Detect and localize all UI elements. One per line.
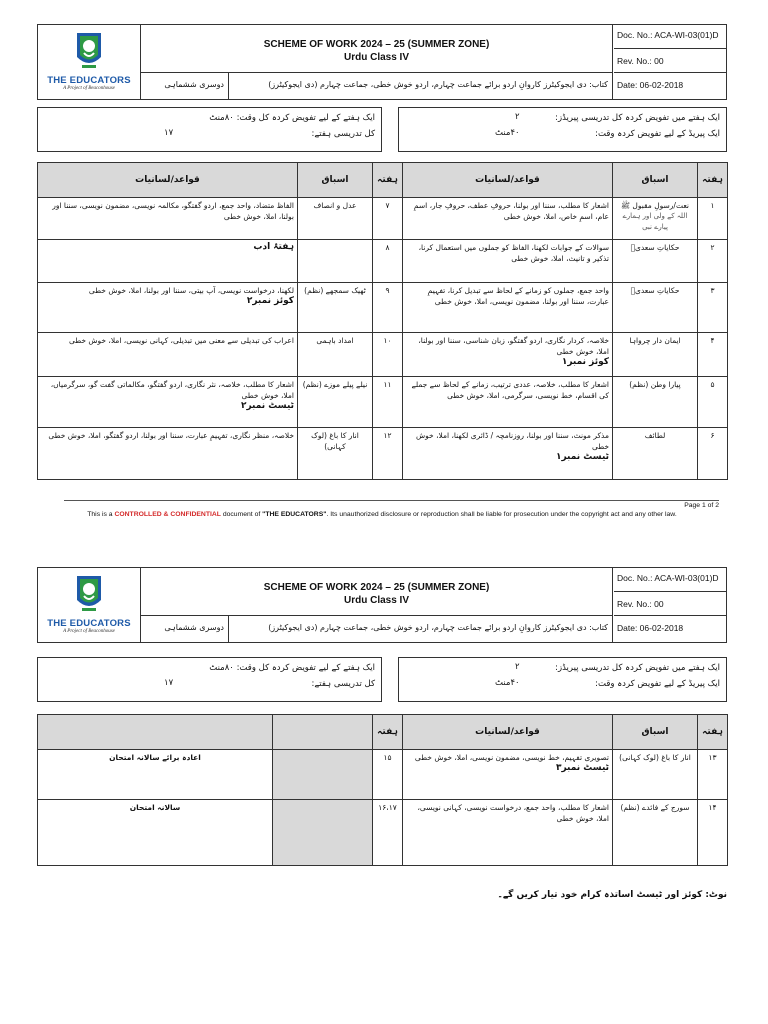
rev-number: Rev. No.: 00 <box>614 592 726 616</box>
grammar-cell: خلاصہ، کردار نگاری، اردو گفتگو، زبان شناسی، سننا اور بولنا، املا، خوش خطی کوئز نمبر۱ <box>403 332 613 376</box>
lesson-cell: نعت/رسولِ مقبول ﷺ اللہ کے ولی اور ہمارے پیارے نبی <box>613 198 698 240</box>
term-cell <box>141 73 229 99</box>
col-week: ہفتہ <box>373 163 403 198</box>
week-cell: ۱۴ <box>698 800 728 866</box>
period-time-label: ایک پیریڈ کے لیے تفویض کردہ وقت: <box>595 129 720 139</box>
lesson-note: اللہ کے ولی اور ہمارے پیارے نبی <box>622 212 688 231</box>
title-cell <box>141 25 613 73</box>
weekly-periods-label: ایک ہفتے میں تفویض کردہ کل تدریسی پیریڈز: <box>555 663 720 673</box>
grammar-cell: اعراب کی تبدیلی سے معنی میں تبدیلی، کہانی نویسی، املا، خوش خطی <box>38 332 298 376</box>
weekly-time-value: ۸۰منٹ <box>209 113 234 123</box>
rev-number: Rev. No.: 00 <box>614 49 726 73</box>
week-cell: ۱ <box>698 198 728 240</box>
book-title: کتاب: دی ایجوکیٹرز کاروانِ اردو برائے جماعت چہارم، اردو خوش خطی، جماعت چہارم (دی ایجوکیٹرز) <box>268 623 608 632</box>
col-lesson: اسباق <box>298 163 373 198</box>
doc-subtitle: Urdu Class IV <box>343 595 410 606</box>
info-box-left-1 <box>37 107 382 152</box>
table-header <box>38 715 728 750</box>
grammar-cell: الفاظ متضاد، واحد جمع، اردو گفتگو، مکالمہ نویسی، مضمون نویسی، سننا اور بولنا، املا، خوش خطی <box>38 198 298 240</box>
teaching-weeks-label: کل تدریسی ہفتے: <box>311 679 375 689</box>
col-grammar: قواعد/لسانیات <box>38 163 298 198</box>
grammar-cell: تصویری تفہیم، خط نویسی، مضمون نویسی، املا، خوش خطی ٹیسٹ نمبر۳ <box>403 750 613 800</box>
blank-cell <box>273 800 373 866</box>
lesson-cell: سورج کے فائدے (نظم) <box>613 800 698 866</box>
week-cell: ۱۲ <box>373 427 403 479</box>
test-tag: ٹیسٹ نمبر۱ <box>555 451 609 462</box>
period-time-value: ۴۰منٹ <box>495 678 520 688</box>
grammar-cell: مذکر مونث، سننا اور بولنا، روزنامچہ / ڈائری لکھنا، املا، خوش خطی ٹیسٹ نمبر۱ <box>403 427 613 479</box>
logo-name: THE EDUCATORS <box>47 75 131 86</box>
table-header <box>38 163 728 198</box>
lesson-cell: ایمان دار چرواہا <box>613 332 698 376</box>
info-box-right-2 <box>398 657 727 702</box>
lesson-cell: انار کا باغ (لوک کہانی) <box>613 750 698 800</box>
logo-name: THE EDUCATORS <box>47 618 131 629</box>
test-tag: ٹیسٹ نمبر۲ <box>240 401 294 412</box>
scheme-table-2 <box>37 714 727 860</box>
header-box-1 <box>37 24 727 100</box>
col-week: ہفتہ <box>373 715 403 750</box>
scheme-table-1 <box>37 162 727 480</box>
confidential-label: CONTROLLED & CONFIDENTIAL <box>114 511 221 518</box>
table-row <box>38 377 728 427</box>
week-cell: ۴ <box>698 332 728 376</box>
week-cell: ۱۶،۱۷ <box>373 800 403 866</box>
logo-tagline: A Project of Beaconhouse <box>63 86 115 91</box>
event-cell: اعادہ برائے سالانہ امتحان <box>38 750 273 800</box>
lesson-cell: لطائف <box>613 427 698 479</box>
book-title: کتاب: دی ایجوکیٹرز کاروانِ اردو برائے جماعت چہارم، اردو خوش خطی، جماعت چہارم (دی ایجوکیٹرز) <box>268 80 608 89</box>
weekly-time-label: ایک ہفتے کے لیے تفویض کردہ کل وقت: <box>236 663 375 673</box>
grammar-cell: اشعار کا مطلب، خلاصہ، نثر نگاری، اردو گفتگو، مکالماتی گفت گو، سرگرمیاں، املا، خوش خطی ٹیسٹ نمبر۲ <box>38 377 298 427</box>
lesson-cell: امداد باہمی <box>298 332 373 376</box>
grammar-cell: واحد جمع، جملوں کو زمانے کے لحاظ سے تبدیل کرنا، تفہیمِ عبارت، سننا اور بولنا، مضمون نویسی، املا، خوش خطی <box>403 282 613 332</box>
test-tag: کوئز نمبر۲ <box>246 295 294 306</box>
grammar-cell: اشعار کا مطلب، خلاصہ، عددی ترتیب، زمانے کے لحاظ سے جملے کی اقسام، خط نویسی، سرگرمی، املا، خوش خطی <box>403 377 613 427</box>
week-cell: ۱۱ <box>373 377 403 427</box>
teaching-weeks-value: ۱۷ <box>164 128 174 138</box>
test-tag: ٹیسٹ نمبر۳ <box>555 763 609 773</box>
grammar-cell: خلاصہ، منظر نگاری، تفہیمِ عبارت، سننا اور بولنا، اردو گفتگو، املا، خوش خطی <box>38 427 298 479</box>
week-cell: ۷ <box>373 198 403 240</box>
grammar-cell: اشعار کا مطلب، واحد جمع، درخواست نویسی، کہانی نویسی، املا، خوش خطی <box>403 800 613 866</box>
org-name: "THE EDUCATORS" <box>262 511 327 518</box>
book-cell <box>229 73 613 99</box>
doc-date: Date: 06-02-2018 <box>617 623 684 633</box>
weekly-periods-value: ۲ <box>515 662 520 672</box>
week-cell: ۱۵ <box>373 750 403 800</box>
educators-emblem-icon <box>74 31 104 73</box>
footer-rule <box>64 500 719 501</box>
table-row <box>38 800 728 866</box>
col-blank <box>273 715 373 750</box>
week-cell: ۱۰ <box>373 332 403 376</box>
page-number: Page 1 of 2 <box>684 502 719 509</box>
term-label: دوسری ششماہی <box>164 80 224 89</box>
week-cell: ۲ <box>698 240 728 282</box>
weekly-periods-label: ایک ہفتے میں تفویض کردہ کل تدریسی پیریڈز: <box>555 113 720 123</box>
period-time-label: ایک پیریڈ کے لیے تفویض کردہ وقت: <box>595 679 720 689</box>
logo <box>38 31 140 91</box>
term-cell <box>141 616 229 642</box>
lesson-cell <box>298 240 373 282</box>
col-grammar: قواعد/لسانیات <box>403 715 613 750</box>
lesson-cell: ٹھیک سمجھے (نظم) <box>298 282 373 332</box>
logo <box>38 574 140 634</box>
week-cell: ۶ <box>698 427 728 479</box>
lesson-cell: حکایاتِ سعدیؒ <box>613 240 698 282</box>
table-row <box>38 198 728 240</box>
doc-subtitle: Urdu Class IV <box>343 52 410 63</box>
week-cell: ۵ <box>698 377 728 427</box>
table-row <box>38 332 728 376</box>
doc-title: SCHEME OF WORK 2024 – 25 (SUMMER ZONE) <box>263 39 490 50</box>
week-cell: ۸ <box>373 240 403 282</box>
period-time-value: ۴۰منٹ <box>495 128 520 138</box>
event-cell: سالانہ امتحان <box>38 800 273 866</box>
week-cell: ۱۳ <box>698 750 728 800</box>
doc-info <box>614 568 726 642</box>
table-row <box>38 427 728 479</box>
page2-note: نوٹ: کوئز اور ٹیسٹ اساتذہ کرام خود تیار کریں گے۔ <box>497 890 727 900</box>
grammar-cell <box>38 240 298 282</box>
table-row <box>38 282 728 332</box>
logo-cell <box>38 568 141 642</box>
lesson-cell: حکایاتِ سعدیؒ <box>613 282 698 332</box>
info-box-left-2 <box>37 657 382 702</box>
week-cell: ۳ <box>698 282 728 332</box>
table-row <box>38 750 728 800</box>
blank-cell <box>273 750 373 800</box>
col-grammar: قواعد/لسانیات <box>403 163 613 198</box>
doc-number: Doc. No.: ACA-WI-03(01)D <box>614 568 726 592</box>
book-cell <box>229 616 613 642</box>
term-label: دوسری ششماہی <box>164 623 224 632</box>
title-cell <box>141 568 613 616</box>
lesson-cell: انار کا باغ (لوک کہانی) <box>298 427 373 479</box>
col-week: ہفتہ <box>698 715 728 750</box>
table-row <box>38 240 728 282</box>
confidential-notice: This is a CONTROLLED & CONFIDENTIAL document of "THE EDUCATORS". Its unauthorized disclosure or reproduction shall be liable for prosecution under the copyright act and any other law. <box>87 511 677 518</box>
lesson-cell: نیلے پیلے موزے (نظم) <box>298 377 373 427</box>
weekly-periods-value: ۲ <box>515 112 520 122</box>
doc-title: SCHEME OF WORK 2024 – 25 (SUMMER ZONE) <box>263 582 490 593</box>
lesson-cell: پیارا وطن (نظم) <box>613 377 698 427</box>
doc-number: Doc. No.: ACA-WI-03(01)D <box>614 25 726 49</box>
weekly-time-label: ایک ہفتے کے لیے تفویض کردہ کل وقت: <box>236 113 375 123</box>
educators-emblem-icon <box>74 574 104 616</box>
teaching-weeks-value: ۱۷ <box>164 678 174 688</box>
doc-date: Date: 06-02-2018 <box>617 80 684 90</box>
lesson-cell: عدل و انصاف <box>298 198 373 240</box>
col-lesson: اسباق <box>613 163 698 198</box>
weekly-time-value: ۸۰منٹ <box>209 663 234 673</box>
logo-cell <box>38 25 141 99</box>
week-cell: ۹ <box>373 282 403 332</box>
header-box-2 <box>37 567 727 643</box>
col-lesson: اسباق <box>613 715 698 750</box>
logo-tagline: A Project of Beaconhouse <box>63 629 115 634</box>
col-blank <box>38 715 273 750</box>
test-tag: کوئز نمبر۱ <box>561 356 609 367</box>
grammar-cell: لکھنا، درخواست نویسی، آپ بیتی، سننا اور بولنا، املا، خوش خطی کوئز نمبر۲ <box>38 282 298 332</box>
test-tag: ہفتۂ ادب <box>253 242 294 253</box>
doc-info <box>614 25 726 99</box>
info-box-right-1 <box>398 107 727 152</box>
grammar-cell: اشعار کا مطلب، سننا اور بولنا، حروفِ عطف، حروفِ جار، اسمِ عام، اسمِ خاص، املا، خوش خطی <box>403 198 613 240</box>
grammar-cell: سوالات کے جوابات لکھنا، الفاظ کو جملوں میں استعمال کرنا، تذکیر و تانیث، املا، خوش خطی <box>403 240 613 282</box>
teaching-weeks-label: کل تدریسی ہفتے: <box>311 129 375 139</box>
col-week: ہفتہ <box>698 163 728 198</box>
